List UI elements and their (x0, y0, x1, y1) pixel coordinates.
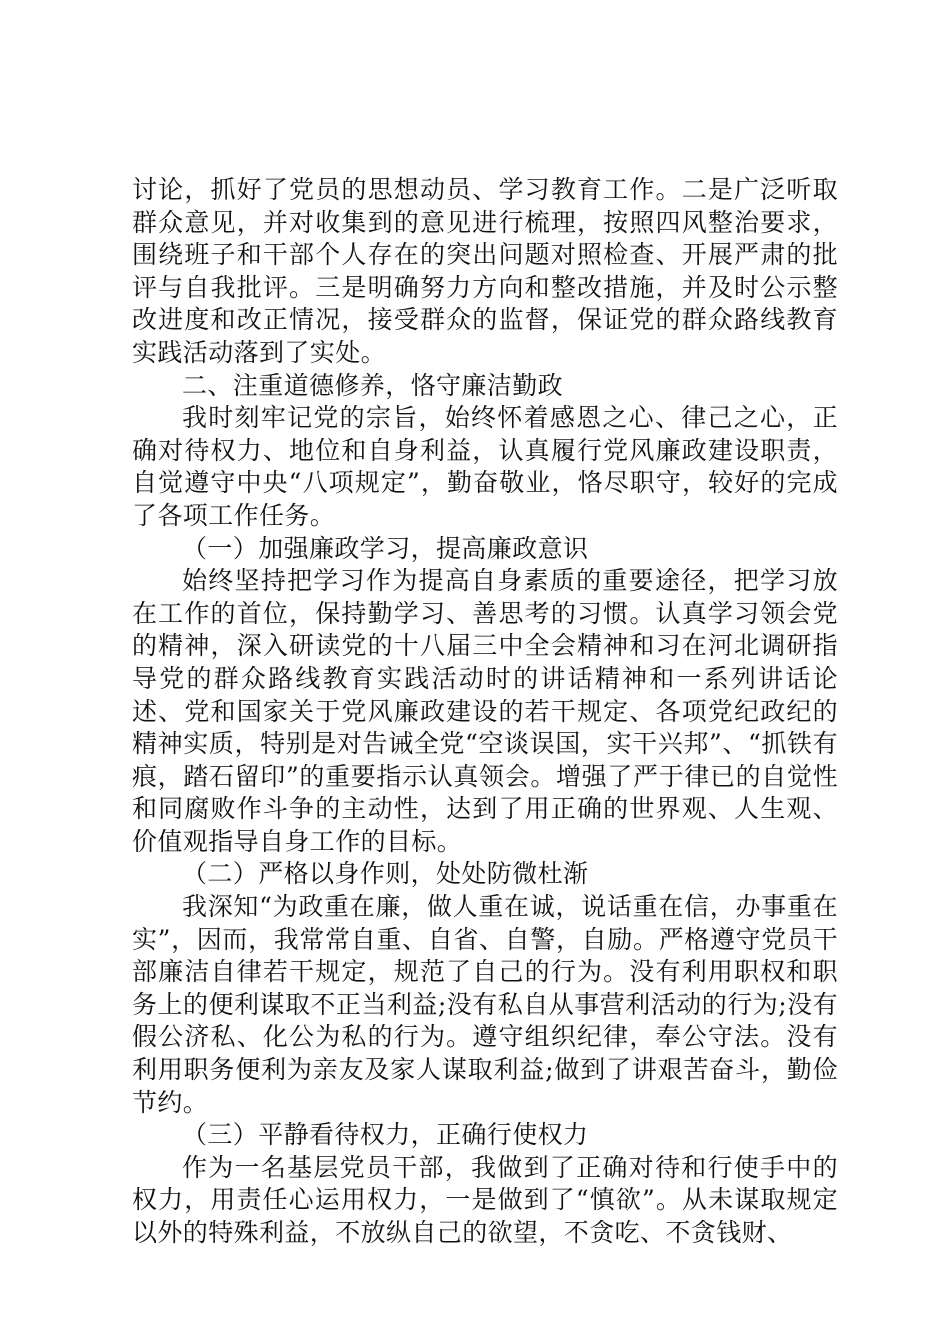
paragraph-1: 讨论，抓好了党员的思想动员、学习教育工作。二是广泛听取群众意见，并对收集到的意见进行梳理，按照四风整治要求，围绕班子和干部个人存在的突出问题对照检查、开展严肃的批评与自我批评。三是明确努力方向和整改措施，并及时公示整改进度和改正情况，接受群众的监督，保证党的群众路线教育实践活动落到了实处。 (132, 175, 838, 367)
paragraph-5: 作为一名基层党员干部，我做到了正确对待和行使手中的权力，用责任心运用权力，一是做到了“慎欲”。从未谋取规定以外的特殊利益，不放纵自己的欲望，不贪吃、不贪钱财、 (132, 1152, 838, 1247)
section-heading-2: 二、注重道德修养，恪守廉洁勤政 (182, 370, 564, 400)
subsection-heading-2: （二）严格以身作则，处处防微杜渐 (182, 859, 589, 889)
paragraph-2: 我时刻牢记党的宗旨，始终怀着感恩之心、律己之心，正确对待权力、地位和自身利益，认真履行党风廉政建设职责，自觉遵守中央“八项规定”，勤奋敬业，恪尽职守，较好的完成了各项工作任务。 (132, 403, 838, 530)
subsection-heading-1: （一）加强廉政学习，提高廉政意识 (182, 533, 589, 563)
paragraph-3: 始终坚持把学习作为提高自身素质的重要途径，把学习放在工作的首位，保持勤学习、善思考的习惯。认真学习领会党的精神，深入研读党的十八届三中全会精神和习在河北调研指导党的群众路线教育实践活动时的讲话精神和一系列讲话论述、党和国家关于党风廉政建设的若干规定、各项党纪政纪的精神实质，特别是对告诫全党“空谈误国，实干兴邦”、“抓铁有痕，踏石留印”的重要指示认真领会。增强了严于律已的自觉性和同腐败作斗争的主动性，达到了用正确的世界观、人生观、价值观指导自身工作的目标。 (132, 566, 838, 856)
subsection-heading-3: （三）平静看待权力，正确行使权力 (182, 1120, 589, 1150)
document-body (132, 174, 838, 1250)
paragraph-4: 我深知“为政重在廉，做人重在诚，说话重在信，办事重在实”，因而，我常常自重、自省、自警，自励。严格遵守党员干部廉洁自律若干规定，规范了自己的行为。没有利用职权和职务上的便利谋取不正当利益;没有私自从事营利活动的行为;没有假公济私、化公为私的行为。遵守组织纪律，奉公守法。没有利用职务便利为亲友及家人谋取利益;做到了讲艰苦奋斗，勤俭节约。 (132, 892, 838, 1117)
